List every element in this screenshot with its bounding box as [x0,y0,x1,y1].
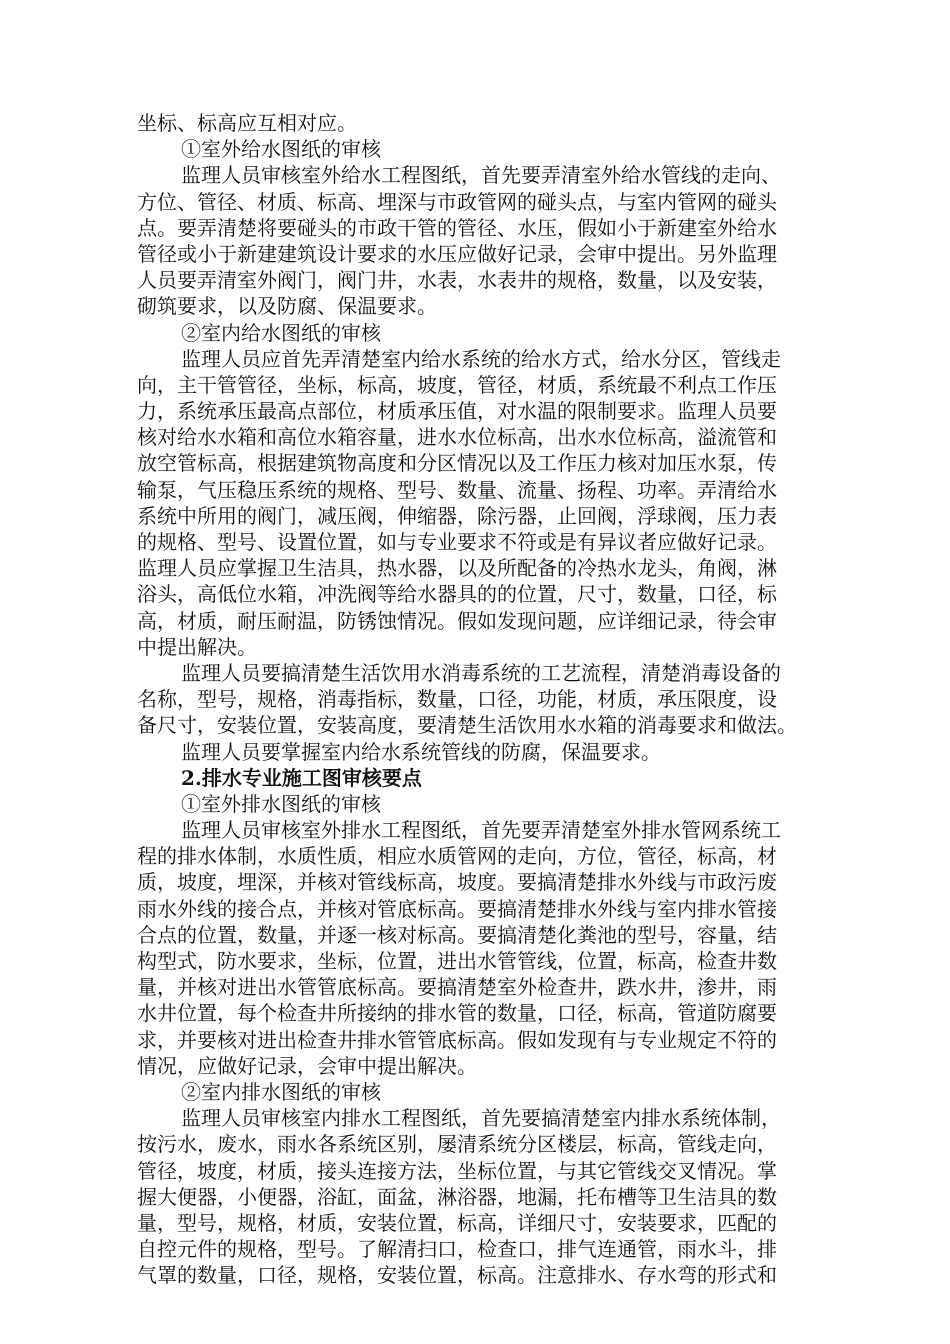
text-line: 方位、管径、材质、标高、埋深与市政管网的碰头点，与室内管网的碰头 [137,189,777,214]
text-line: 握大便器，小便器，浴缸，面盆，淋浴器，地漏，托布槽等卫生洁具的数 [137,1184,777,1209]
text-line: 输泵，气压稳压系统的规格、型号、数量、流量、扬程、功率。弄清给水 [137,477,777,502]
text-line: 监理人员应首先弄清楚室内给水系统的给水方式，给水分区，管线走 [181,346,781,371]
text-line: 砌筑要求，以及防腐、保温要求。 [137,294,437,319]
text-line: 高，材质，耐压耐温，防锈蚀情况。假如发现问题，应详细记录，待会审 [137,608,777,633]
text-line: 质，坡度，埋深，并核对管线标高，坡度。要搞清楚排水外线与市政污废 [137,870,777,895]
text-line: 量，型号，规格，材质，安装位置，标高，详细尺寸，安装要求，匹配的 [137,1210,777,1235]
text-line: 力，系统承压最高点部位，材质承压值，对水温的限制要求。监理人员要 [137,399,777,424]
text-line: 点。要弄清楚将要碰头的市政干管的管径、水压，假如小于新建室外给水 [137,215,777,240]
text-line: ①室外排水图纸的审核 [181,791,381,816]
text-line: 监理人员要掌握室内给水系统管线的防腐，保温要求。 [181,739,661,764]
text-line: 量，并核对进出水管管底标高。要搞清楚室外检查井，跌水井，渗井，雨 [137,975,777,1000]
text-line: 水井位置，每个检查井所接纳的排水管的数量，口径，标高，管道防腐要 [137,1001,777,1026]
text-line: 坐标、标高应互相对应。 [137,111,357,135]
text-line: 气罩的数量，口径，规格，安装位置，标高。注意排水、存水弯的形式和 [137,1263,777,1288]
text-line: 中提出解决。 [137,634,257,659]
text-line: ②室内给水图纸的审核 [181,320,381,345]
text-line: 程的排水体制，水质性质，相应水质管网的走向，方位，管径，标高，材 [137,844,777,869]
text-line: 构型式，防水要求，坐标，位置，进出水管管线，位置，标高，检查井数 [137,949,777,973]
section-heading: 2.排水专业施工图审核要点 [181,765,422,790]
text-line: 按污水，废水，雨水各系统区别，屡清系统分区楼层，标高，管线走向， [137,1132,777,1157]
text-line: 浴头，高低位水箱，冲洗阀等给水器具的的位置，尺寸，数量，口径，标 [137,582,777,607]
text-line: 名称，型号，规格，消毒指标，数量，口径，功能，材质，承压限度，设 [137,687,777,712]
text-line: 向，主干管管径，坐标，标高，坡度，管径，材质，系统最不利点工作压 [137,372,777,397]
text-line: 情况，应做好记录，会审中提出解决。 [137,1053,477,1078]
document-page [137,110,861,1288]
text-line: ②室内排水图纸的审核 [181,1079,381,1104]
text-line: 自控元件的规格，型号。了解清扫口，检查口，排气连通管，雨水斗，排 [137,1237,777,1262]
text-line: 管径或小于新建建筑设计要求的水压应做好记录，会审中提出。另外监理 [137,241,777,266]
text-line: 雨水外线的接合点，并核对管底标高。要搞清楚排水外线与室内排水管接 [137,896,777,921]
text-line: 监理人员审核室外排水工程图纸，首先要弄清楚室外排水管网系统工 [181,818,781,843]
text-line: 系统中所用的阀门，减压阀，伸缩器，除污器，止回阀，浮球阀，压力表 [137,503,777,528]
text-line: 人员要弄清室外阀门，阀门井，水表，水表井的规格，数量，以及安装， [137,268,777,293]
text-line: 合点的位置，数量，并逐一核对标高。要搞清楚化粪池的型号，容量，结 [137,922,777,947]
text-line: ①室外给水图纸的审核 [181,137,381,162]
text-line: 放空管标高，根据建筑物高度和分区情况以及工作压力核对加压水泵，传 [137,451,777,476]
text-line: 核对给水水箱和高位水箱容量，进水水位标高，出水水位标高，溢流管和 [137,425,777,450]
text-line: 求，并要核对进出检查井排水管管底标高。假如发现有与专业规定不符的 [137,1027,777,1052]
text-line: 管径，坡度，材质，接头连接方法，坐标位置，与其它管线交叉情况。掌 [137,1158,777,1183]
text-line: 的规格、型号、设置位置，如与专业要求不符或是有异议者应做好记录。 [137,530,777,554]
text-line: 监理人员审核室内排水工程图纸，首先要搞清楚室内排水系统体制， [181,1106,781,1131]
text-line: 监理人员审核室外给水工程图纸，首先要弄清室外给水管线的走向、 [181,163,781,188]
text-line: 备尺寸，安装位置，安装高度，要清楚生活饮用水水箱的消毒要求和做法。 [137,713,797,738]
text-line: 监理人员要搞清楚生活饮用水消毒系统的工艺流程，清楚消毒设备的 [181,660,781,685]
text-line: 监理人员应掌握卫生洁具，热水器，以及所配备的冷热水龙头，角阀，淋 [137,556,777,581]
